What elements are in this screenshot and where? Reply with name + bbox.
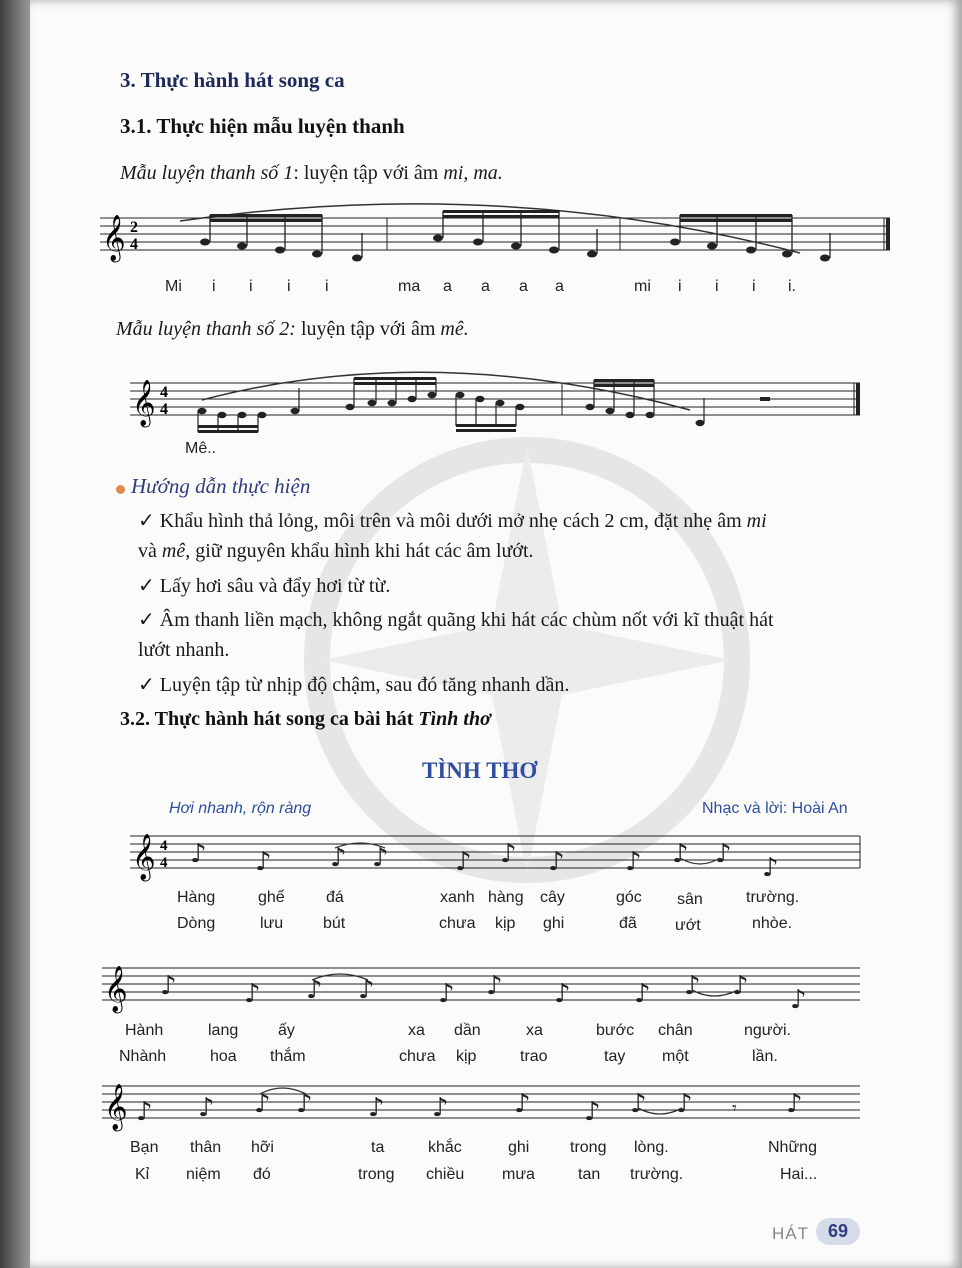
exercise-2-label-italic: Mẫu luyện thanh số 2:: [116, 318, 296, 340]
svg-text:♪: ♪: [625, 847, 642, 877]
svg-text:4: 4: [160, 855, 168, 871]
svg-text:4: 4: [130, 236, 138, 253]
song-staff-2: [102, 962, 842, 1022]
ex1-lyric: i: [249, 278, 253, 295]
song-lyric: ghi: [508, 1139, 530, 1156]
song-lyric: Bạn: [130, 1139, 159, 1156]
svg-text:♪: ♪: [672, 839, 689, 869]
ex1-lyric: i: [678, 278, 682, 295]
footer-section-label: HÁT: [772, 1224, 809, 1243]
ex1-lyric: mi: [634, 278, 651, 295]
song-lyric: trường.: [746, 889, 800, 906]
song-lyric: góc: [616, 889, 642, 906]
song-staff-3: [102, 1080, 862, 1140]
check-icon: ✓: [138, 674, 155, 696]
song-lyric: mưa: [502, 1166, 535, 1183]
song-lyric: xa: [526, 1022, 543, 1039]
exercise-1-label: [120, 158, 503, 188]
ex1-lyric: a: [519, 278, 528, 295]
svg-text:4: 4: [160, 384, 168, 401]
song-lyric: thắm: [270, 1048, 306, 1065]
song-lyric: kịp: [456, 1048, 477, 1065]
exercise-1-staff: [100, 205, 900, 275]
guide-text: Luyện tập từ nhịp độ chậm, sau đó tăng nhanh dần.: [159, 674, 570, 696]
svg-text:𝄞: 𝄞: [132, 380, 156, 426]
svg-text:♪: ♪: [715, 839, 732, 869]
bullet-dot-icon: [116, 485, 125, 494]
song-lyric: khắc: [428, 1139, 462, 1156]
ex1-lyric: a: [443, 278, 452, 295]
ex1-lyric: i: [325, 278, 329, 295]
guide-item-2: [138, 571, 898, 601]
song-lyric: Kỉ: [135, 1166, 150, 1183]
song-lyric: chiều: [426, 1166, 465, 1183]
svg-text:♪: ♪: [676, 1089, 693, 1119]
song-lyric: lòng.: [634, 1139, 669, 1156]
song-lyric: lần.: [752, 1048, 778, 1065]
song-lyric: ghi: [543, 915, 565, 932]
ex1-lyric: i: [752, 278, 756, 295]
guide-item-3-cont: lướt nhanh.: [138, 639, 230, 661]
guide-item-4: [138, 670, 898, 700]
song-lyric: đã: [619, 915, 637, 932]
page-number: 69: [816, 1218, 860, 1245]
section-3-1-title: 3.1. Thực hiện mẫu luyện thanh: [120, 114, 405, 138]
song-lyric: trong: [358, 1166, 395, 1183]
svg-text:♪: ♪: [372, 843, 389, 873]
ex1-lyric: a: [481, 278, 490, 295]
svg-text:♪: ♪: [198, 1093, 215, 1123]
svg-text:♪: ♪: [190, 839, 207, 869]
guide-text: và: [138, 540, 162, 562]
section-3-2-title: [120, 708, 491, 731]
ex1-lyric: i: [287, 278, 291, 295]
svg-text:♪: ♪: [762, 853, 779, 883]
song-author: Nhạc và lời: Hoài An: [702, 800, 848, 817]
song-lyric: Hàng: [177, 889, 216, 906]
guide-text: Lấy hơi sâu và đẩy hơi từ từ.: [159, 575, 391, 597]
ex1-lyric: Mi: [165, 278, 182, 295]
svg-text:♪: ♪: [786, 1089, 803, 1119]
song-lyric: thân: [190, 1139, 222, 1156]
svg-text:♪: ♪: [255, 847, 272, 877]
svg-text:♪: ♪: [732, 971, 749, 1001]
song-lyric: bước: [596, 1022, 635, 1039]
song-lyric: tan: [578, 1166, 601, 1183]
song-lyric: hàng: [488, 889, 524, 906]
song-lyric: đó: [253, 1166, 271, 1183]
guide-text: , giữ nguyên khẩu hình khi hát các âm lướt.: [185, 540, 534, 562]
exercise-2-syllables: mê.: [440, 318, 469, 340]
svg-text:♪: ♪: [554, 979, 571, 1009]
svg-text:4: 4: [160, 401, 168, 418]
svg-text:♪: ♪: [368, 1093, 385, 1123]
svg-text:♪: ♪: [584, 1097, 601, 1127]
guide-item-3: [138, 605, 898, 635]
book-page: [30, 0, 962, 1268]
svg-text:2: 2: [130, 219, 138, 236]
song-lyric: ta: [371, 1139, 385, 1156]
check-icon: ✓: [138, 609, 155, 631]
svg-text:♪: ♪: [790, 985, 807, 1015]
song-lyric: Hành: [125, 1022, 164, 1039]
ex1-lyric: a: [555, 278, 564, 295]
svg-text:♪: ♪: [548, 847, 565, 877]
svg-text:♪: ♪: [432, 1093, 449, 1123]
svg-text:♪: ♪: [455, 847, 472, 877]
song-lyric: ấy: [278, 1022, 295, 1039]
svg-text:♪: ♪: [296, 1089, 313, 1119]
song-lyric: dần: [454, 1022, 481, 1039]
svg-text:♪: ♪: [358, 975, 375, 1005]
guide-text-italic: mi: [746, 510, 767, 532]
song-lyric: Nhành: [119, 1048, 167, 1065]
guide-item-1: [138, 506, 898, 536]
song-lyric: Hai...: [780, 1166, 818, 1183]
svg-text:♪: ♪: [136, 1097, 153, 1127]
guide-text-italic: mê: [161, 540, 186, 562]
guide-title: Hướng dẫn thực hiện: [131, 474, 311, 498]
exercise-1-label-italic: Mẫu luyện thanh số 1: [120, 162, 294, 184]
svg-text:♪: ♪: [244, 979, 261, 1009]
exercise-1-syllables: mi, ma.: [443, 162, 503, 184]
song-tempo: Hơi nhanh, rộn ràng: [169, 800, 312, 817]
song-lyric: trao: [520, 1048, 548, 1065]
song-lyric: tay: [604, 1048, 626, 1065]
section-3-title: 3. Thực hành hát song ca: [120, 68, 345, 92]
song-lyric: hỡi: [251, 1139, 274, 1156]
song-lyric: cây: [540, 889, 565, 906]
svg-text:♪: ♪: [330, 843, 347, 873]
svg-text:𝄞: 𝄞: [104, 966, 128, 1012]
book-spine: [0, 0, 30, 1268]
song-lyric: niệm: [186, 1166, 221, 1183]
song-title: TÌNH THƠ: [422, 758, 538, 783]
song-lyric: người.: [744, 1022, 791, 1039]
guide-item-1-cont: [138, 536, 898, 566]
song-lyric: xa: [408, 1022, 425, 1039]
exercise-1-label-text: : luyện tập với âm: [293, 162, 444, 184]
song-lyric: xanh: [440, 889, 475, 906]
svg-text:♪: ♪: [630, 1089, 647, 1119]
song-lyric: chưa: [399, 1048, 436, 1065]
ex1-lyric: i.: [788, 278, 796, 295]
song-lyric: Dòng: [177, 915, 216, 932]
exercise-2-label: [116, 314, 469, 344]
svg-text:𝄞: 𝄞: [104, 1084, 128, 1130]
ex1-lyric: i: [212, 278, 216, 295]
svg-text:♪: ♪: [160, 971, 177, 1001]
song-lyric: chưa: [439, 915, 476, 932]
song-lyric: lưu: [260, 915, 284, 932]
svg-text:4: 4: [160, 838, 168, 854]
svg-text:♪: ♪: [514, 1089, 531, 1119]
ex2-lyric: Mê..: [185, 440, 217, 457]
exercise-2-label-text: luyện tập với âm: [295, 318, 441, 340]
song-lyric: kịp: [495, 915, 516, 932]
song-lyric: sân: [677, 891, 703, 908]
song-lyric: bút: [323, 915, 346, 932]
song-lyric: trong: [570, 1139, 607, 1156]
song-lyric: lang: [208, 1022, 239, 1039]
guide-heading: [116, 474, 310, 499]
ex1-lyric: ma: [398, 278, 421, 295]
guide-text: Khẩu hình thả lỏng, môi trên và môi dưới mở nhẹ cách 2 cm, đặt nhẹ âm: [159, 510, 747, 532]
song-lyric: hoa: [210, 1048, 237, 1065]
svg-text:♪: ♪: [684, 971, 701, 1001]
check-icon: ✓: [138, 575, 155, 597]
svg-text:𝄞: 𝄞: [102, 215, 126, 261]
svg-text:𝄞: 𝄞: [132, 834, 156, 880]
svg-text:♪: ♪: [500, 839, 517, 869]
song-lyric: Những: [768, 1139, 817, 1156]
song-lyric: nhòe.: [752, 915, 793, 932]
svg-text:𝄾: 𝄾: [732, 1098, 737, 1118]
svg-text:♪: ♪: [254, 1089, 271, 1119]
svg-text:♪: ♪: [634, 979, 651, 1009]
svg-text:♪: ♪: [486, 971, 503, 1001]
section-3-2-song: Tình thơ: [418, 708, 491, 730]
svg-text:♪: ♪: [438, 979, 455, 1009]
song-staff-1: [130, 830, 870, 890]
song-lyric: ướt: [675, 917, 701, 934]
song-lyric: chân: [658, 1022, 693, 1039]
ex1-lyric: i: [715, 278, 719, 295]
exercise-2-staff: [130, 370, 890, 450]
song-lyric: ghế: [258, 889, 285, 906]
guide-text: Âm thanh liền mạch, không ngắt quãng khi hát các chùm nốt với kĩ thuật hát: [159, 609, 774, 631]
song-lyric: trường.: [630, 1166, 684, 1183]
svg-text:♪: ♪: [306, 975, 323, 1005]
song-lyric: một: [662, 1048, 689, 1065]
song-lyric: đá: [326, 889, 344, 906]
check-icon: ✓: [138, 510, 155, 532]
section-3-2-text: 3.2. Thực hành hát song ca bài hát: [120, 708, 419, 730]
